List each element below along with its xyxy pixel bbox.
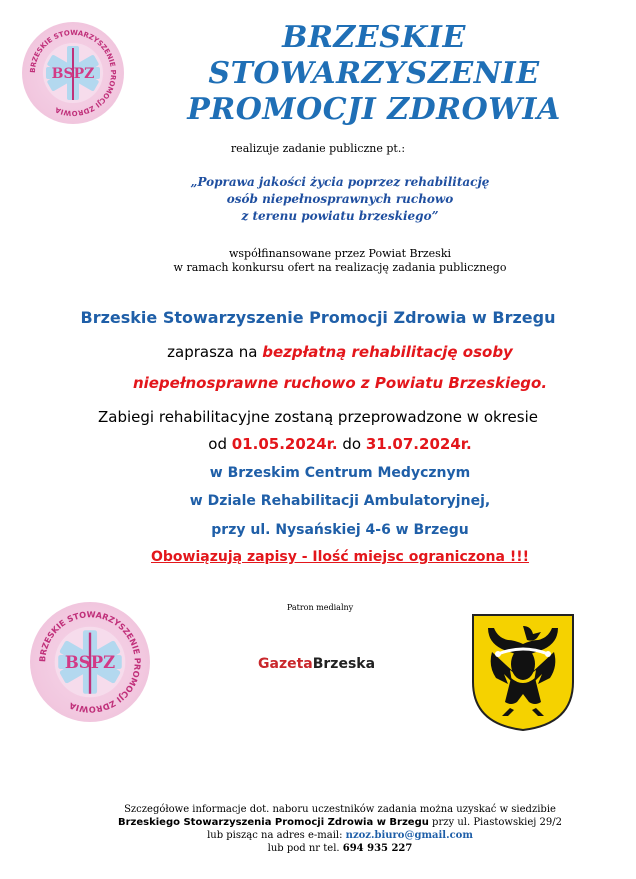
intro-text: realizuje zadanie publiczne pt.: xyxy=(230,142,406,155)
footer-email[interactable]: nzoz.biuro@gmail.com xyxy=(345,830,473,841)
gazeta-part2: Brzeska xyxy=(312,656,376,672)
project-title xyxy=(0,174,636,225)
patron-label: Patron medialny xyxy=(286,603,354,612)
footer-phone-prefix: lub pod nr tel. xyxy=(267,843,343,854)
to-label: do xyxy=(337,435,366,453)
logo-ring-text-bottom: BRZESKIE STOWARZYSZENIE PROMOCJI ZDROWIA xyxy=(37,609,143,715)
logo-ring-text: BRZESKIE STOWARZYSZENIE PROMOCJI ZDROWIA xyxy=(28,28,118,118)
cofinance-line-1: współfinansowane przez Powiat Brzeski xyxy=(228,247,452,260)
period-text: Zabiegi rehabilitacyjne zostaną przeprowadzone w okresie xyxy=(98,408,538,426)
footer-line-4 xyxy=(80,842,600,855)
place-line-2: w Dziale Rehabilitacji Ambulatoryjnej, xyxy=(189,493,491,509)
project-line-3: z terenu powiatu brzeskiego” xyxy=(241,209,439,223)
logo-letters: BSPZ xyxy=(51,66,95,82)
footer-address: przy ul. Piastowskiej 29/2 xyxy=(428,817,562,828)
from-label: od xyxy=(208,435,232,453)
invite-highlight: bezpłatną rehabilitację osoby xyxy=(262,343,513,361)
project-line-1: „Poprawa jakości życia poprzez rehabilitację xyxy=(190,175,490,189)
eagle-crest-icon xyxy=(470,612,576,732)
footer-org: Brzeskiego Stowarzyszenia Promocji Zdrowia w Brzegu xyxy=(118,817,429,828)
bspz-logo-top xyxy=(22,22,124,124)
project-line-2: osób niepełnosprawnych ruchowo xyxy=(226,192,454,206)
bspz-logo-bottom xyxy=(30,602,150,722)
header-title xyxy=(128,20,620,128)
place-line-3: przy ul. Nysańskiej 4-6 w Brzegu xyxy=(211,522,469,538)
footer-info xyxy=(80,803,600,855)
notice xyxy=(0,549,636,565)
cofinance-text xyxy=(0,247,636,275)
gazeta-brzeska-logo xyxy=(258,656,375,672)
cofinance-line-2: w ramach konkursu ofert na realizację zadania publicznego xyxy=(173,261,507,274)
gazeta-part1: Gazeta xyxy=(258,656,313,672)
bspz-emblem-bottom xyxy=(30,602,150,722)
date-end: . xyxy=(466,435,472,453)
bspz-emblem xyxy=(22,22,124,124)
footer-line-1: Szczegółowe informacje dot. naboru uczestników zadania można uzyskać w siedzibie xyxy=(124,804,556,815)
invite-line-2: niepełnosprawne ruchowo z Powiatu Brzeskiego. xyxy=(132,374,548,392)
footer-phone: 694 935 227 xyxy=(342,843,413,854)
title-line-2: PROMOCJI ZDROWIA xyxy=(187,92,561,127)
organization-name: Brzeskie Stowarzyszenie Promocji Zdrowia w Brzegu xyxy=(80,308,556,327)
logo-letters-bottom: BSPZ xyxy=(64,652,116,672)
notice-text: Obowiązują zapisy - Ilość miejsc ograniczona !!! xyxy=(151,549,529,565)
period-dates xyxy=(0,435,636,453)
title-line-1: BRZESKIE STOWARZYSZENIE xyxy=(208,20,540,91)
footer-line-2 xyxy=(80,816,600,829)
invite-line-1 xyxy=(0,343,636,361)
footer-email-prefix: lub pisząc na adres e-mail: xyxy=(207,830,346,841)
footer-line-3 xyxy=(80,829,600,842)
date-to: 31.07.2024r xyxy=(365,435,467,453)
invite-prefix: zaprasza na xyxy=(167,343,263,361)
date-from: 01.05.2024r. xyxy=(231,435,338,453)
place-line-1: w Brzeskim Centrum Medycznym xyxy=(209,465,471,481)
